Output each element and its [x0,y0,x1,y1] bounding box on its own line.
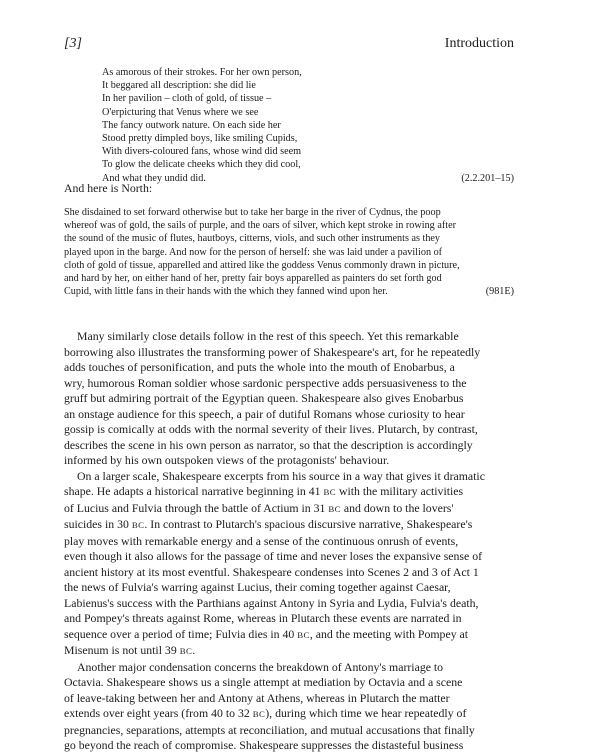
body-line: and Pompey's threats against Rome, whereas in Plutarch these events are narrated in [64,611,462,625]
body-line: ancient history at its most eventful. Shakespeare condenses into Scenes 2 and 3 of Act 1 [64,564,479,579]
body-line [64,517,514,534]
body-line: even though it also allows for the passage of time and never loses the expansive sense of [64,549,483,563]
body-line: borrowing also illustrates the transforming power of Shakespeare's art, for he repeatedly [64,344,481,359]
verse-quotation [102,66,514,185]
body-line: of leave-taking between her and Antony at Athens, whereas in Plutarch the matter [64,690,450,705]
running-header [64,36,514,52]
extract-citation: (981E) [485,286,514,298]
text-run: suicides in 30 [64,517,132,531]
running-title: Introduction [444,36,514,51]
era-abbrev: BC [297,629,310,640]
body-line: go beyond the reach of compromise. Shakespeare suppresses the distasteful business [64,738,464,752]
body-line: informed by his own outspoken views of the protagonists' behaviour. [64,453,390,467]
body-line [64,484,514,501]
era-abbrev: BC [179,646,193,656]
body-text [64,329,514,754]
body-line: Octavia. Shakespeare shows us a single attempt at mediation by Octavia and a scene [64,675,463,689]
verse-line: O'erpicturing that Venus where we see [102,106,259,118]
extract-line: Cupid, with little fans in their hands with the which they fanned wind upon her. [64,286,388,298]
extract-line: whereof was of gold, the sails of purple, and the oars of silver, which kept stroke in rowing after [64,220,456,232]
text-run: . [192,643,196,657]
body-line [64,627,514,644]
text-run: shape. He adapts a historical narrative beginning in 41 [64,484,324,498]
extract-line: the sound of the music of flutes, hautboys, citterns, viols, and such other instruments as they [64,233,441,245]
verse-line: It beggared all description: she did lie [102,80,256,92]
page-number: [3] [64,36,82,51]
verse-citation: (2.2.201–15) [461,172,514,184]
text-run: of Lucius and Fulvia through the battle of Actium in 31 [64,500,329,515]
era-abbrev: BC [131,520,145,530]
text-run: and down to the lovers' [340,500,454,515]
north-intro-line: And here is North: [64,181,153,195]
body-line: play moves with remarkable energy and a sense of the continuous onrush of events, [64,533,459,548]
extract-line: She disdained to set forward otherwise but to take her barge in the river of Cydnus, the poop [64,207,441,218]
verse-line: To glow the delicate cheeks which they did cool, [102,159,301,171]
verse-line: With divers-coloured fans, whose wind did seem [102,146,302,158]
verse-line: As amorous of their strokes. For her own person, [102,67,302,78]
body-line [64,643,514,660]
body-line: wry, humorous Roman soldier whose sardonic perspective adds persuasiveness to the [64,375,467,390]
era-abbrev: BC [323,487,336,497]
body-line: Many similarly close details follow in the rest of this speech. Yet this remarkable [77,329,459,343]
body-line: On a larger scale, Shakespeare excerpts from his source in a way that gives it dramatic [77,468,485,483]
body-line: an onstage audience for this speech, a pair of dutiful Romans whose curiosity to hear [64,406,465,421]
extract-line: and hard by her, on either hand of her, pretty fair boys apparelled as painters do set forth god [64,273,442,285]
body-line: Labienus's success with the Parthians against Antony in Syria and Lydia, Fulvia's death, [64,595,479,610]
verse-line: The fancy outwork nature. On each side her [102,119,281,131]
body-line: Another major condensation concerns the breakdown of Antony's marriage to [77,659,444,674]
body-line: pregnancies, separations, attempts at reconciliation, and mutual accusations that finally [64,722,475,737]
text-run: Misenum is not until 39 [64,643,180,657]
era-abbrev: BC [328,503,341,514]
verse-line: In her pavilion – cloth of gold, of tissue – [102,93,272,105]
era-abbrev: BC [252,709,266,719]
body-line [64,501,514,518]
text-run: extends over eight years (from 40 to 32 [64,706,253,720]
body-line: gruff but admiring portrait of the Egyptian queen. Shakespeare also gives Enobarbus [64,391,464,405]
body-line: the news of Fulvia's warring against Lucius, their coming together against Caesar, [64,580,451,594]
extract-line: played upon in the barge. And now for the person of herself: she was laid under a pavilion of [64,246,443,258]
text-run: sequence over a period of time; Fulvia dies in 40 [64,626,298,641]
extract-last-line [64,285,514,298]
extract-line: cloth of gold of tissue, apparelled and attired like the goddess Venus commonly drawn in picture, [64,259,460,271]
text-run: ), during which time we hear repeatedly of [265,706,467,720]
north-extract [64,206,514,298]
text-run: , and the meeting with Pompey at [309,626,469,641]
text-run: with the military activities [336,484,464,498]
text-run: . In contrast to Plutarch's spacious discursive narrative, Shakespeare's [144,517,473,531]
body-line: gossip is comically at odds with the normal severity of their lives. Plutarch, by contrast, [64,422,478,436]
body-line [64,706,514,723]
body-line: adds touches of personification, and puts the whole into the mouth of Enobarbus, a [64,360,455,374]
verse-line: Stood pretty dimpled boys, like smiling Cupids, [102,133,298,145]
verse-line: And what they undid did. [102,172,206,184]
body-line: describes the scene in his own person as narrator, so that the description is accordingly [64,437,473,452]
